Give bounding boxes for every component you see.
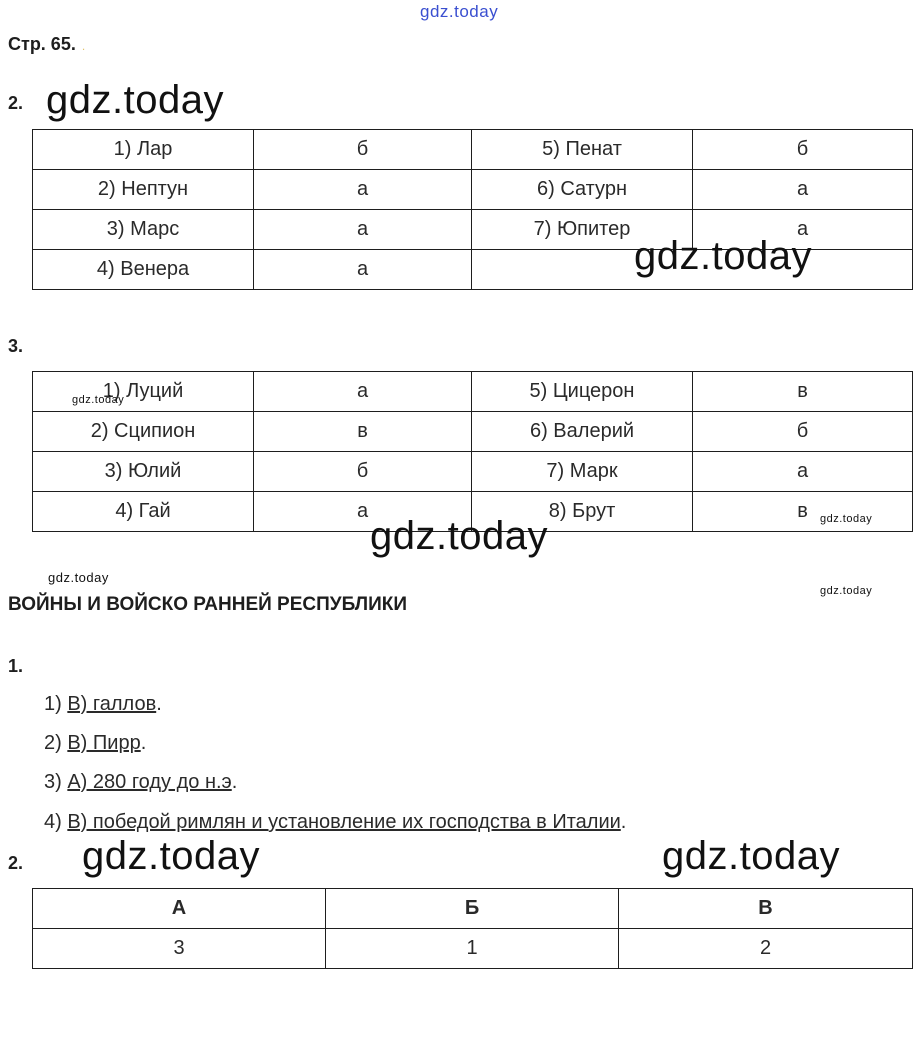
- question-1-number: 1.: [8, 656, 24, 676]
- watermark: gdz.today: [370, 514, 548, 558]
- answer-item: [44, 693, 162, 716]
- table-row: [33, 452, 913, 492]
- table-header-cell: В: [619, 889, 913, 929]
- table-cell: в: [693, 492, 913, 532]
- page-ref-text: Стр. 65.: [8, 34, 76, 54]
- table-cell: 1) Лар: [33, 130, 254, 170]
- section-title: ВОЙНЫ И ВОЙСКО РАННЕЙ РЕСПУБЛИКИ: [8, 594, 408, 615]
- table-header-cell: Б: [326, 889, 619, 929]
- table-cell: 6) Валерий: [472, 412, 693, 452]
- table-cell: а: [254, 372, 472, 412]
- watermark: gdz.today: [48, 570, 109, 585]
- table-cell: 6) Сатурн: [472, 170, 693, 210]
- page-reference: [8, 34, 85, 55]
- table-cell: а: [254, 210, 472, 250]
- table-cell: 1) Луций: [33, 372, 254, 412]
- page-ref-mark: .: [81, 39, 86, 53]
- watermark: gdz.today: [46, 78, 224, 122]
- table-cell: б: [693, 130, 913, 170]
- answer-prefix: 3): [44, 771, 68, 793]
- table-cell: а: [693, 452, 913, 492]
- table-cell: б: [254, 452, 472, 492]
- answer-prefix: 2): [44, 732, 68, 754]
- table-header-cell: А: [33, 889, 326, 929]
- answer-item: [44, 811, 626, 834]
- watermark: gdz.today: [820, 585, 873, 597]
- table-cell: 5) Цицерон: [472, 372, 693, 412]
- answer-choice: В) галлов: [67, 693, 157, 715]
- table-row: [33, 372, 913, 412]
- table-cell: а: [693, 210, 913, 250]
- table-cell: 2) Сципион: [33, 412, 254, 452]
- table-cell: 2: [619, 929, 913, 969]
- watermark: gdz.today: [820, 513, 873, 525]
- answer-suffix: .: [156, 693, 162, 715]
- table-row: [33, 929, 913, 969]
- task-3-table: [32, 371, 913, 532]
- question-2-table: [32, 888, 913, 969]
- table-cell: в: [254, 412, 472, 452]
- table-cell: 4) Гай: [33, 492, 254, 532]
- answer-suffix: .: [231, 771, 238, 793]
- site-watermark-top: gdz.today: [420, 2, 499, 21]
- table-cell: а: [254, 170, 472, 210]
- table-cell: а: [693, 170, 913, 210]
- table-cell: в: [693, 372, 913, 412]
- table-row: [33, 130, 913, 170]
- watermark: gdz.today: [82, 834, 260, 878]
- table-cell: а: [254, 250, 472, 290]
- table-cell: 7) Марк: [472, 452, 693, 492]
- watermark: gdz.today: [662, 834, 840, 878]
- answer-item: [44, 771, 237, 794]
- table-cell: 4) Венера: [33, 250, 254, 290]
- answer-choice: В) Пирр: [67, 732, 141, 754]
- table-cell: 3: [33, 929, 326, 969]
- answer-prefix: 4): [44, 811, 68, 833]
- table-cell: 3) Марс: [33, 210, 254, 250]
- answer-suffix: .: [620, 811, 627, 833]
- table-header-row: [33, 889, 913, 929]
- answer-item: [44, 732, 146, 755]
- table-cell: 8) Брут: [472, 492, 693, 532]
- task-3-number: 3.: [8, 336, 24, 356]
- answer-suffix: .: [140, 732, 147, 754]
- question-2-number: 2.: [8, 853, 24, 873]
- answer-prefix: 1): [44, 693, 68, 715]
- answer-choice: А) 280 году до н.э: [67, 771, 232, 793]
- table-cell: 2) Нептун: [33, 170, 254, 210]
- watermark: gdz.today: [634, 234, 812, 278]
- table-row: [33, 170, 913, 210]
- table-cell: б: [254, 130, 472, 170]
- answer-choice: В) победой римлян и установление их господства в Италии: [67, 811, 621, 833]
- table-row: [33, 412, 913, 452]
- watermark: gdz.today: [72, 394, 125, 406]
- table-cell: б: [693, 412, 913, 452]
- task-2-number: 2.: [8, 93, 24, 113]
- table-cell: 5) Пенат: [472, 130, 693, 170]
- table-cell: 3) Юлий: [33, 452, 254, 492]
- table-cell: а: [254, 492, 472, 532]
- table-cell: 1: [326, 929, 619, 969]
- table-cell: 7) Юпитер: [472, 210, 693, 250]
